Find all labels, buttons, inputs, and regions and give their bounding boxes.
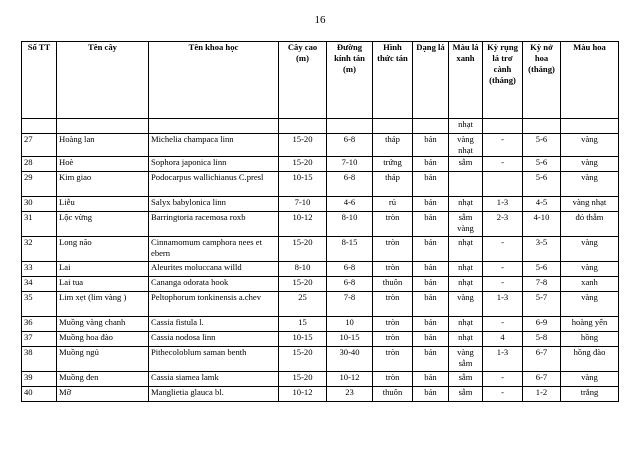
cell-flower: hồng: [561, 332, 619, 347]
cell-color: sẫm: [449, 372, 483, 387]
cell-color: nhạt: [449, 237, 483, 262]
cell-height: [279, 119, 327, 134]
cell-height: 7-10: [279, 197, 327, 212]
cell-flower: đỏ thẫm: [561, 212, 619, 237]
cell-height: 10-15: [279, 332, 327, 347]
cell-color: nhạt: [449, 277, 483, 292]
cell-stt: 37: [22, 332, 57, 347]
cell-height: 15-20: [279, 237, 327, 262]
cell-crown: 6-8: [327, 134, 373, 157]
column-header: Số TT: [22, 42, 57, 119]
cell-crown: 10: [327, 317, 373, 332]
cell-form: tròn: [373, 262, 413, 277]
cell-name: Long não: [57, 237, 149, 262]
cell-bloom: 5-8: [523, 332, 561, 347]
cell-shed: -: [483, 387, 523, 402]
cell-form: tròn: [373, 347, 413, 372]
cell-color: sẫm: [449, 387, 483, 402]
cell-color: vàng sẫm: [449, 347, 483, 372]
cell-form: rủ: [373, 197, 413, 212]
cell-flower: vàng: [561, 157, 619, 172]
cell-height: 10-12: [279, 387, 327, 402]
cell-height: 15-20: [279, 134, 327, 157]
cell-name: [57, 119, 149, 134]
cell-shed: 4: [483, 332, 523, 347]
cell-bloom: 4-10: [523, 212, 561, 237]
cell-stt: 32: [22, 237, 57, 262]
cell-height: 15: [279, 317, 327, 332]
column-header: Màu hoa: [561, 42, 619, 119]
cell-name: Lim xẹt (lim vàng ): [57, 292, 149, 317]
table-row: [22, 262, 619, 277]
cell-bloom: 5-6: [523, 262, 561, 277]
cell-name: Lai: [57, 262, 149, 277]
column-header: Kỳ nở hoa (tháng): [523, 42, 561, 119]
cell-flower: trắng: [561, 387, 619, 402]
cell-flower: vàng: [561, 172, 619, 197]
cell-sci: Sophora japonica linn: [149, 157, 279, 172]
column-header: Tên khoa học: [149, 42, 279, 119]
cell-height: 15-20: [279, 347, 327, 372]
table-row: [22, 347, 619, 372]
cell-sci: Michelia champaca linn: [149, 134, 279, 157]
cell-shed: -: [483, 262, 523, 277]
cell-stt: 36: [22, 317, 57, 332]
cell-stt: 31: [22, 212, 57, 237]
cell-bloom: 6-7: [523, 347, 561, 372]
cell-flower: vàng: [561, 372, 619, 387]
cell-bloom: 3-5: [523, 237, 561, 262]
cell-color: vàng nhạt: [449, 134, 483, 157]
cell-crown: 23: [327, 387, 373, 402]
cell-name: Lộc vừng: [57, 212, 149, 237]
cell-stt: 38: [22, 347, 57, 372]
cell-sci: Barringtoria racemosa roxb: [149, 212, 279, 237]
cell-leaf: bản: [413, 262, 449, 277]
cell-bloom: 5-6: [523, 172, 561, 197]
cell-stt: 34: [22, 277, 57, 292]
cell-leaf: bản: [413, 237, 449, 262]
cell-color: [449, 172, 483, 197]
cell-form: tháp: [373, 134, 413, 157]
cell-color: nhạt: [449, 119, 483, 134]
cell-leaf: bản: [413, 197, 449, 212]
table-body: [22, 119, 619, 402]
cell-height: 25: [279, 292, 327, 317]
cell-leaf: bản: [413, 347, 449, 372]
cell-height: 15-20: [279, 277, 327, 292]
cell-crown: 6-8: [327, 277, 373, 292]
table-row: [22, 212, 619, 237]
cell-sci: Cassia fistula l.: [149, 317, 279, 332]
cell-color: nhạt: [449, 262, 483, 277]
cell-name: Muồng vàng chanh: [57, 317, 149, 332]
column-header: Đường kính tán (m): [327, 42, 373, 119]
cell-crown: 8-15: [327, 237, 373, 262]
cell-stt: 28: [22, 157, 57, 172]
cell-form: tròn: [373, 332, 413, 347]
column-header: Màu lá xanh: [449, 42, 483, 119]
cell-shed: -: [483, 372, 523, 387]
cell-crown: 8-10: [327, 212, 373, 237]
column-header: Kỳ rụng lá trơ cành (tháng): [483, 42, 523, 119]
cell-flower: vàng: [561, 134, 619, 157]
cell-crown: 6-8: [327, 262, 373, 277]
cell-shed: 1-3: [483, 197, 523, 212]
cell-shed: 1-3: [483, 292, 523, 317]
cell-form: tháp: [373, 172, 413, 197]
cell-leaf: bản: [413, 277, 449, 292]
cell-leaf: bản: [413, 134, 449, 157]
cell-color: nhạt: [449, 197, 483, 212]
table-row: [22, 197, 619, 212]
cell-sci: Pithecoloblum saman benth: [149, 347, 279, 372]
cell-sci: Cananga odorata hook: [149, 277, 279, 292]
cell-form: thuôn: [373, 277, 413, 292]
cell-flower: vàng nhạt: [561, 197, 619, 212]
cell-flower: [561, 119, 619, 134]
cell-leaf: bản: [413, 372, 449, 387]
cell-sci: Salyx babylonica linn: [149, 197, 279, 212]
cell-leaf: bản: [413, 387, 449, 402]
cell-name: Lai tua: [57, 277, 149, 292]
cell-crown: [327, 119, 373, 134]
cell-bloom: 1-2: [523, 387, 561, 402]
cell-name: Hoè: [57, 157, 149, 172]
cell-sci: Cinnamomum camphora nees et ebern: [149, 237, 279, 262]
cell-crown: 6-8: [327, 172, 373, 197]
cell-name: Muồng ngủ: [57, 347, 149, 372]
cell-stt: [22, 119, 57, 134]
cell-sci: [149, 119, 279, 134]
cell-bloom: 5-6: [523, 134, 561, 157]
table-row: [22, 119, 619, 134]
cell-stt: 39: [22, 372, 57, 387]
cell-leaf: bản: [413, 172, 449, 197]
cell-stt: 29: [22, 172, 57, 197]
cell-form: [373, 119, 413, 134]
table-row: [22, 157, 619, 172]
cell-form: tròn: [373, 372, 413, 387]
cell-name: Hoàng lan: [57, 134, 149, 157]
cell-shed: -: [483, 277, 523, 292]
cell-crown: 10-12: [327, 372, 373, 387]
cell-color: nhạt: [449, 317, 483, 332]
cell-bloom: 7-8: [523, 277, 561, 292]
cell-form: thuôn: [373, 387, 413, 402]
table-row: [22, 372, 619, 387]
cell-flower: vàng: [561, 292, 619, 317]
cell-bloom: [523, 119, 561, 134]
cell-color: nhạt: [449, 332, 483, 347]
cell-sci: Aleurites moluccana willd: [149, 262, 279, 277]
cell-height: 15-20: [279, 372, 327, 387]
cell-leaf: bản: [413, 157, 449, 172]
cell-leaf: [413, 119, 449, 134]
table-row: [22, 332, 619, 347]
cell-flower: vàng: [561, 237, 619, 262]
cell-color: vàng: [449, 292, 483, 317]
cell-shed: [483, 119, 523, 134]
cell-bloom: 4-5: [523, 197, 561, 212]
cell-leaf: bản: [413, 332, 449, 347]
cell-name: Mỡ: [57, 387, 149, 402]
cell-height: 10-12: [279, 212, 327, 237]
cell-bloom: 6-9: [523, 317, 561, 332]
table-row: [22, 134, 619, 157]
page-number: 16: [314, 14, 326, 26]
cell-shed: -: [483, 134, 523, 157]
cell-flower: hồng đào: [561, 347, 619, 372]
cell-leaf: bản: [413, 292, 449, 317]
cell-flower: xanh: [561, 277, 619, 292]
cell-shed: 1-3: [483, 347, 523, 372]
cell-sci: Cassia nodosa linn: [149, 332, 279, 347]
cell-bloom: 5-7: [523, 292, 561, 317]
cell-stt: 27: [22, 134, 57, 157]
cell-form: tròn: [373, 212, 413, 237]
cell-height: 8-10: [279, 262, 327, 277]
column-header: Cây cao (m): [279, 42, 327, 119]
cell-sci: Manglietia glauca bl.: [149, 387, 279, 402]
cell-height: 15-20: [279, 157, 327, 172]
tree-table: [21, 41, 619, 402]
cell-name: Muồng hoa đào: [57, 332, 149, 347]
column-header: Dạng lá: [413, 42, 449, 119]
cell-crown: 7-8: [327, 292, 373, 317]
cell-shed: 2-3: [483, 212, 523, 237]
cell-shed: [483, 172, 523, 197]
cell-crown: 7-10: [327, 157, 373, 172]
cell-form: tròn: [373, 317, 413, 332]
cell-shed: -: [483, 317, 523, 332]
table-row: [22, 292, 619, 317]
cell-stt: 30: [22, 197, 57, 212]
cell-form: tròn: [373, 237, 413, 262]
cell-stt: 40: [22, 387, 57, 402]
cell-sci: Peltophorum tonkinensis a.chev: [149, 292, 279, 317]
cell-height: 10-15: [279, 172, 327, 197]
cell-shed: -: [483, 237, 523, 262]
table-row: [22, 277, 619, 292]
cell-stt: 33: [22, 262, 57, 277]
cell-crown: 30-40: [327, 347, 373, 372]
cell-crown: 10-15: [327, 332, 373, 347]
cell-shed: -: [483, 157, 523, 172]
cell-stt: 35: [22, 292, 57, 317]
cell-name: Kim giao: [57, 172, 149, 197]
cell-name: Muồng đen: [57, 372, 149, 387]
cell-color: sẫm vàng: [449, 212, 483, 237]
table-row: [22, 172, 619, 197]
table-header-row: [22, 42, 619, 119]
cell-sci: Cassia siamea lamk: [149, 372, 279, 387]
cell-color: sẫm: [449, 157, 483, 172]
table-row: [22, 237, 619, 262]
cell-flower: vàng: [561, 262, 619, 277]
column-header: Tên cây: [57, 42, 149, 119]
cell-bloom: 6-7: [523, 372, 561, 387]
cell-flower: hoàng yến: [561, 317, 619, 332]
cell-name: Liễu: [57, 197, 149, 212]
cell-leaf: bản: [413, 212, 449, 237]
column-header: Hình thức tán: [373, 42, 413, 119]
cell-form: trứng: [373, 157, 413, 172]
cell-form: tròn: [373, 292, 413, 317]
cell-leaf: bản: [413, 317, 449, 332]
cell-sci: Podocarpus wallichianus C.presl: [149, 172, 279, 197]
table-row: [22, 317, 619, 332]
table-row: [22, 387, 619, 402]
cell-bloom: 5-6: [523, 157, 561, 172]
cell-crown: 4-6: [327, 197, 373, 212]
